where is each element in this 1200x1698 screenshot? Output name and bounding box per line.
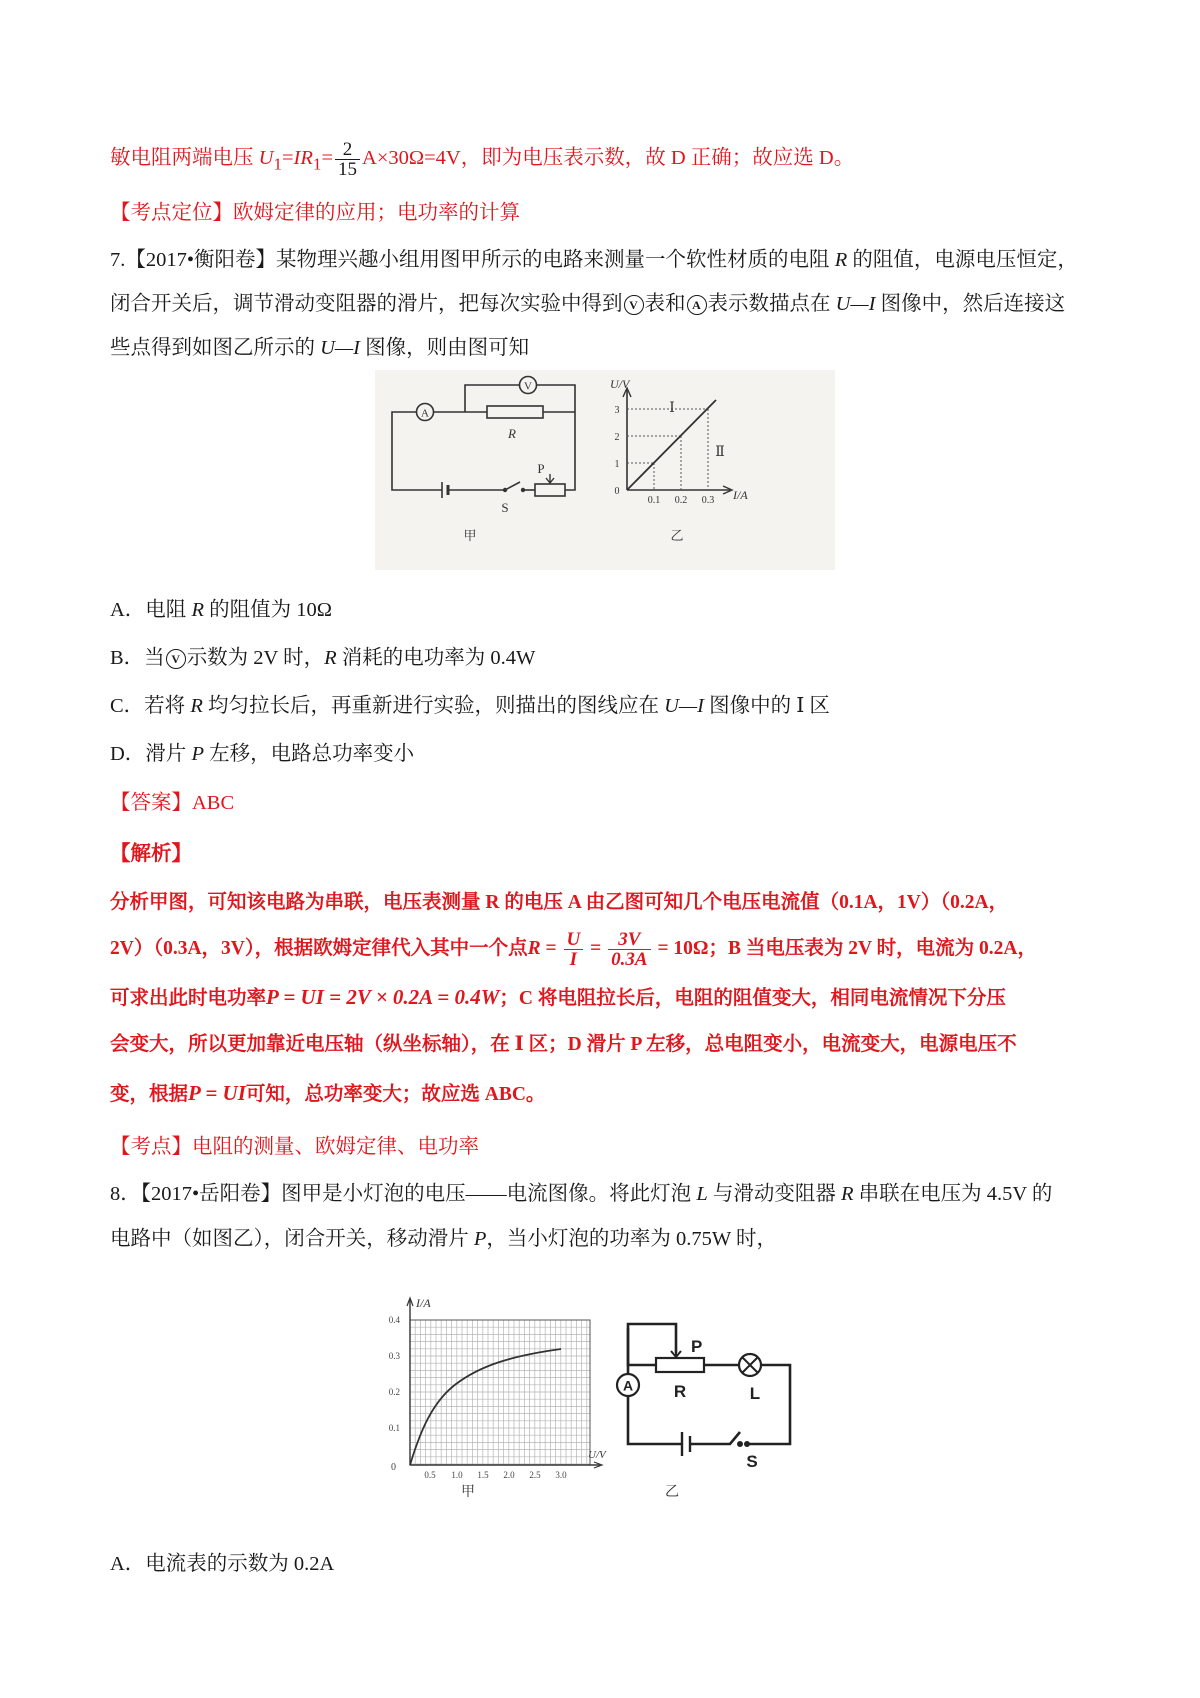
- q7-slider-label: P: [537, 461, 545, 476]
- q7-option-c-ui: U—I: [664, 695, 704, 717]
- q8-iu-graph: [389, 1296, 607, 1500]
- q7-option-b-text: 示数为 2V 时，: [186, 647, 325, 669]
- q7-stem-text: 些点得到如图乙所示的: [110, 337, 321, 359]
- region-1-label: Ⅰ: [669, 401, 675, 416]
- q7-stem-line-3: [110, 336, 529, 361]
- q7-ammeter-label: A: [421, 407, 429, 420]
- q6-answer-text-2: A×30Ω=4V，即为电压表示数，故 D 正确；故应选 D。: [362, 147, 855, 170]
- q7-stem-text: 7.【2017•衡阳卷】某物理兴趣小组用图甲所示的电路来测量一个软性材质的电阻: [110, 249, 835, 271]
- q8-figure: [380, 1262, 820, 1502]
- q8-stem-text: 串联在电压为 4.5V 的: [853, 1183, 1053, 1205]
- x-tick-0.1: 0.1: [647, 495, 661, 506]
- q7-option-d-text: 左移，电路总功率变小: [203, 743, 415, 765]
- analysis-text: 可知，总功率变大；故应选 ABC。: [245, 1084, 546, 1105]
- q8-circuit-caption: 乙: [665, 1485, 679, 1500]
- q7-stem-text: 闭合开关后，调节滑动变阻器的滑片，把每次实验中得到: [110, 293, 623, 315]
- q8-lamp-label: L: [749, 1384, 761, 1403]
- q7-option-c-r: R: [190, 695, 203, 717]
- q7-resistor: [487, 406, 543, 418]
- formula-fraction-values: [608, 930, 650, 969]
- power-formula: P = UI = 2V × 0.2A = 0.4W: [266, 985, 500, 1009]
- q7-switch-pivot: [503, 488, 507, 492]
- q8-stem-line-2: [110, 1227, 777, 1252]
- y-tick-0.3: 0.3: [388, 1351, 400, 1361]
- q7-option-d: [110, 742, 414, 767]
- q8-stem-line-1: [110, 1182, 1052, 1207]
- q7-stem-ui: U—I: [320, 337, 360, 359]
- region-2-label: Ⅱ: [715, 445, 725, 460]
- y-tick-0.2: 0.2: [388, 1387, 400, 1397]
- figure-background: [375, 370, 835, 570]
- fraction-den: I: [569, 949, 578, 970]
- graph-grid: [410, 1320, 590, 1465]
- y-tick-2: 2: [614, 432, 620, 443]
- x-tick-2.0: 2.0: [503, 1470, 515, 1480]
- x-tick-1.0: 1.0: [451, 1470, 463, 1480]
- y-axis-label: I/A: [416, 1296, 431, 1310]
- q8-stem-l: L: [696, 1183, 708, 1205]
- q6-fraction-den: 15: [338, 159, 358, 180]
- voltmeter-icon: V: [166, 649, 186, 669]
- q7-stem-ui: U—I: [835, 293, 876, 315]
- q7-analysis-line-1: 分析甲图，可知该电路为串联，电压表测量 R 的电压 A 由乙图可知几个电压电流值（0.1A，1V）（0.2A，: [110, 892, 1009, 913]
- q7-stem-r: R: [834, 249, 848, 271]
- q7-figure: [375, 370, 835, 570]
- q8-stem-p: P: [473, 1228, 487, 1250]
- origin-label: 0: [391, 1462, 396, 1473]
- q8-slider-label: P: [691, 1337, 703, 1356]
- x-tick-0.2: 0.2: [674, 495, 688, 506]
- x-axis-label: I/A: [733, 488, 748, 502]
- x-axis-label: U/V: [588, 1449, 606, 1461]
- q8-stem-text: 8．【2017•岳阳卷】图甲是小灯泡的电压——电流图像。将此灯泡: [110, 1183, 697, 1205]
- q8-switch-pivot: [737, 1441, 743, 1447]
- y-tick-0.4: 0.4: [388, 1315, 400, 1325]
- q6-answer-text-1: 敏电阻两端电压: [110, 147, 259, 170]
- q7-option-b-text: B．当: [110, 647, 165, 669]
- q7-stem-text: 图像，则由图可知: [359, 337, 530, 359]
- x-tick-0.5: 0.5: [424, 1470, 436, 1480]
- q8-circuit-wires: [628, 1324, 790, 1444]
- q7-analysis-line-4: 会变大，所以更加靠近电压轴（纵坐标轴），在 Ⅰ 区；D 滑片 P 左移，总电阻变小，电流变大，电源电压不: [110, 1034, 1017, 1055]
- analysis-text: 变，根据: [110, 1084, 189, 1105]
- y-tick-0: 0: [614, 486, 620, 497]
- q7-option-b: [110, 646, 535, 671]
- q7-stem-text: 的阻值，电源电压恒定，: [847, 249, 1078, 271]
- q7-option-a-text: A．电阻: [110, 599, 192, 621]
- q8-stem-text: 电路中（如图乙），闭合开关，移动滑片: [110, 1228, 474, 1250]
- q8-stem-text: ，当小灯泡的功率为 0.75W 时，: [486, 1228, 778, 1250]
- q8-switch-label: S: [746, 1452, 758, 1471]
- q7-stem-line-1: [110, 248, 1078, 273]
- q7-analysis-heading: 【解析】: [110, 843, 192, 865]
- q7-stem-line-2: [110, 292, 1065, 317]
- q8-ammeter-label: A: [622, 1377, 634, 1394]
- formula-eq: =: [585, 937, 607, 959]
- q8-stem-text: 与滑动变阻器: [707, 1183, 841, 1205]
- q8-rheostat: [656, 1358, 704, 1372]
- power-formula: P = UI: [188, 1081, 246, 1105]
- q7-voltmeter-label: V: [524, 380, 532, 393]
- formula-eq: =: [540, 937, 562, 959]
- formula-result: = 10Ω: [652, 937, 709, 959]
- q7-option-b-text: 消耗的电功率为 0.4W: [336, 647, 536, 669]
- y-tick-1: 1: [614, 459, 620, 470]
- x-tick-3.0: 3.0: [555, 1470, 567, 1480]
- q6-fraction: [335, 140, 360, 179]
- q7-option-d-p: P: [191, 743, 204, 765]
- q7-option-c-text: C．若将: [110, 695, 191, 717]
- q7-graph-caption: 乙: [670, 528, 684, 543]
- q7-option-c: [110, 694, 830, 719]
- q7-point: 【考点】电阻的测量、欧姆定律、电功率: [110, 1136, 479, 1158]
- x-tick-1.5: 1.5: [477, 1470, 489, 1480]
- q7-rheostat: [535, 484, 565, 496]
- fraction-num: U: [564, 930, 584, 950]
- q6-eq: =: [281, 147, 294, 170]
- q7-analysis-line-5: [110, 1081, 545, 1106]
- q6-u1: U: [258, 147, 274, 170]
- x-tick-2.5: 2.5: [529, 1470, 541, 1480]
- q7-resistor-label: R: [508, 426, 516, 441]
- q6-ir-sub: 1: [312, 154, 322, 174]
- q7-analysis-line-2: [110, 930, 1037, 969]
- q6-answer-line: [110, 140, 854, 179]
- q8-resistor-label: R: [673, 1382, 687, 1401]
- q7-answer: 【答案】ABC: [110, 792, 235, 814]
- q7-switch-contact: [521, 488, 525, 492]
- q7-option-b-r: R: [324, 647, 337, 669]
- x-tick-0.3: 0.3: [701, 495, 715, 506]
- q8-option-a: A．电流表的示数为 0.2A: [110, 1553, 335, 1575]
- ammeter-icon: A: [687, 295, 707, 315]
- analysis-text: 2V）（0.3A，3V），根据欧姆定律代入其中一个点: [110, 937, 528, 959]
- q7-stem-text: 图像中，然后连接这: [875, 293, 1066, 315]
- y-axis-label: U/V: [610, 377, 630, 391]
- q7-circuit-caption: 甲: [463, 528, 477, 543]
- formula-r: R: [527, 937, 541, 959]
- q7-stem-text: 表和: [644, 293, 686, 315]
- q6-point: 【考点定位】欧姆定律的应用；电功率的计算: [110, 202, 520, 224]
- voltmeter-icon: V: [624, 295, 644, 315]
- formula-fraction-ui: [564, 930, 584, 969]
- q7-option-c-text: 均匀拉长后，再重新进行实验，则描出的图线应在: [202, 695, 665, 717]
- q8-graph-caption: 甲: [461, 1485, 475, 1500]
- y-tick-0.1: 0.1: [388, 1423, 400, 1433]
- q7-option-a: [110, 598, 332, 623]
- q6-eq2: =: [321, 147, 334, 170]
- q7-option-d-text: D．滑片: [110, 743, 192, 765]
- q7-analysis-line-3: [110, 985, 1006, 1010]
- q7-option-a-text: 的阻值为 10Ω: [203, 599, 332, 621]
- q7-option-a-r: R: [191, 599, 204, 621]
- y-tick-3: 3: [614, 405, 620, 416]
- q6-ir: IR: [293, 147, 313, 170]
- analysis-text: ；B 当电压表为 2V 时，电流为 0.2A，: [708, 937, 1037, 959]
- iu-curve: [410, 1349, 561, 1465]
- fraction-num: 3V: [608, 930, 650, 950]
- q7-switch-label: S: [501, 500, 509, 515]
- q6-u1-sub: 1: [273, 154, 282, 174]
- q8-switch-contact: [744, 1441, 750, 1447]
- analysis-text: 可求出此时电功率: [110, 988, 267, 1009]
- q6-fraction-num: 2: [335, 140, 360, 160]
- analysis-text: ；C 将电阻拉长后，电阻的阻值变大，相同电流情况下分压: [499, 988, 1006, 1009]
- q7-stem-text: 表示数描点在: [707, 293, 836, 315]
- q8-stem-r: R: [840, 1183, 854, 1205]
- q7-option-c-text: 图像中的 Ⅰ 区: [703, 695, 830, 717]
- fraction-den: 0.3A: [611, 949, 648, 970]
